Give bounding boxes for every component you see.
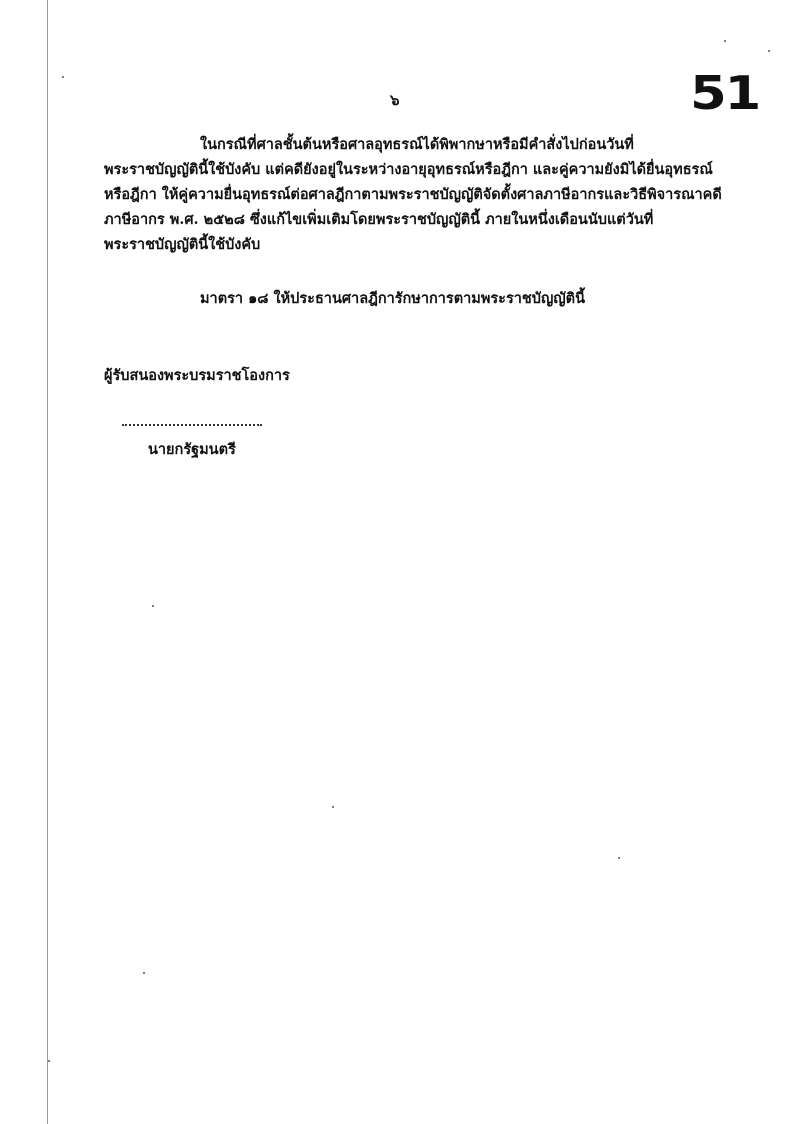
paragraph-line-5: พระราชบัญญัตินี้ใช้บังคับ bbox=[104, 236, 261, 253]
page-number: ๖ bbox=[390, 91, 400, 109]
scan-speck bbox=[152, 605, 154, 607]
scan-speck bbox=[332, 806, 334, 808]
scan-speck bbox=[62, 76, 64, 78]
scan-speck bbox=[143, 972, 145, 974]
signature-dotted-line bbox=[122, 424, 262, 426]
paragraph-line-2: พระราชบัญญัตินี้ใช้บังคับ แต่คดียังอยู่ในระหว่างอายุอุทธรณ์หรือฎีกา และคู่ความยังมิได้ยื่นอุทธรณ์ bbox=[104, 161, 713, 178]
countersign-heading: ผู้รับสนองพระบรมราชโองการ bbox=[104, 367, 290, 384]
scan-speck bbox=[768, 50, 770, 52]
handwritten-page-mark: 51 bbox=[690, 66, 760, 120]
signatory-title: นายกรัฐมนตรี bbox=[148, 441, 236, 458]
scan-speck bbox=[724, 40, 726, 42]
paragraph-line-3: หรือฎีกา ให้คู่ความยื่นอุทธรณ์ต่อศาลฎีกาตามพระราชบัญญัติจัดตั้งศาลภาษีอากรและวิธีพิจารณาคดี bbox=[104, 186, 722, 203]
paragraph-line-1: ในกรณีที่ศาลชั้นต้นหรือศาลอุทธรณ์ได้พิพากษาหรือมีคำสั่งไปก่อนวันที่ bbox=[200, 136, 634, 153]
scan-speck bbox=[48, 1060, 50, 1062]
scan-edge-line bbox=[47, 0, 48, 1124]
scan-speck bbox=[618, 857, 620, 859]
paragraph-line-4: ภาษีอากร พ.ศ. ๒๕๒๘ ซึ่งแก้ไขเพิ่มเติมโดยพระราชบัญญัตินี้ ภายในหนึ่งเดือนนับแต่วันที่ bbox=[104, 211, 654, 228]
section-18-text: มาตรา ๑๘ ให้ประธานศาลฎีการักษาการตามพระราชบัญญัตินี้ bbox=[200, 290, 585, 307]
